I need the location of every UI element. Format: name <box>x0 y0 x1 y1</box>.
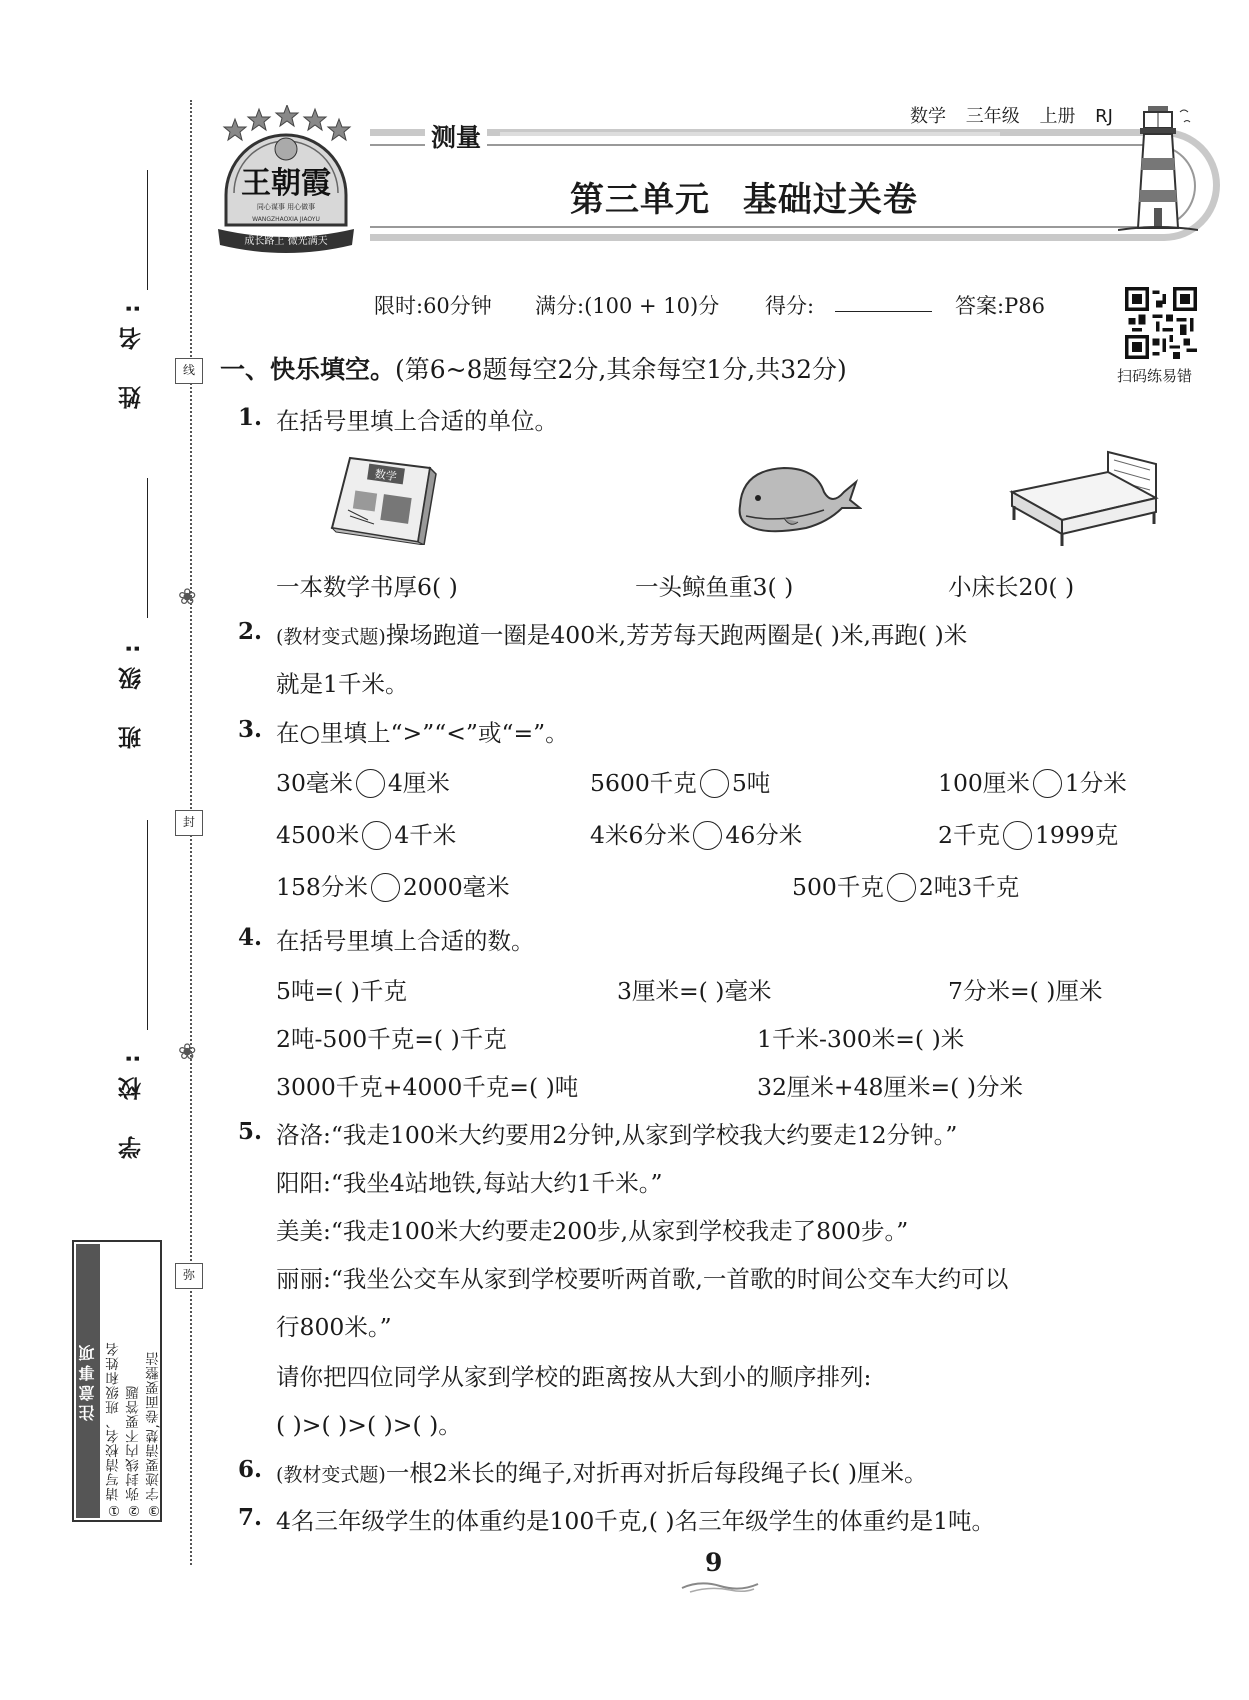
question-line: 丽丽:“我坐公交车从家到学校要听两首歌,一首歌的时间公交车大约可以 <box>276 1265 1009 1293</box>
compare-right: 4厘米 <box>387 769 450 797</box>
compare-right: 5吨 <box>731 769 771 797</box>
question-tag: (教材变式题) <box>276 1464 386 1486</box>
question-tag: (教材变式题) <box>276 626 386 648</box>
compare-item <box>276 816 456 850</box>
compare-circle[interactable] <box>693 821 722 850</box>
subject-info: 数学 三年级 上册 RJ <box>910 106 1113 127</box>
time-limit: 限时:60分钟 <box>374 294 492 318</box>
compare-left: 5600千克 <box>590 769 697 797</box>
class-label: 班 级: <box>119 630 145 750</box>
wave-ornament-icon <box>680 1578 760 1594</box>
compare-circle[interactable] <box>887 873 916 902</box>
book-cover-label: 数学 <box>373 467 398 484</box>
school-blank[interactable] <box>147 820 148 1030</box>
question-text: 在○里填上“>”“<”或“=”。 <box>276 719 569 747</box>
class-blank[interactable] <box>147 478 148 618</box>
question-line: 行800米。” <box>276 1313 392 1341</box>
compare-item <box>938 764 1127 798</box>
section-title: 一、快乐填空。 <box>220 355 396 384</box>
compare-circle[interactable] <box>362 821 391 850</box>
question-number: 5. <box>238 1118 263 1145</box>
qr-caption: 扫码练易错 <box>1117 367 1193 385</box>
compare-right: 2吨3千克 <box>918 873 1020 901</box>
fill-item[interactable]: 3厘米=( )毫米 <box>617 977 772 1005</box>
question-text: 在括号里填上合适的数。 <box>276 927 535 955</box>
compare-left: 2千克 <box>938 821 1000 849</box>
question-line: 美美:“我走100米大约要走200步,从家到学校我走了800步。” <box>276 1217 909 1245</box>
logo-name: 王朝霞 <box>241 166 331 201</box>
fill-item[interactable]: 3000千克+4000千克=( )吨 <box>276 1073 579 1101</box>
fill-item[interactable]: 7分米=( )厘米 <box>948 977 1103 1005</box>
topic-label: 测量 <box>425 118 487 154</box>
compare-right: 1分米 <box>1064 769 1127 797</box>
compare-left: 4500米 <box>276 821 360 849</box>
compare-item <box>276 868 510 902</box>
compare-circle[interactable] <box>371 873 400 902</box>
question-line: 阳阳:“我坐4站地铁,每站大约1千米。” <box>276 1169 663 1197</box>
school-label: 学 校: <box>119 1040 145 1160</box>
question-text <box>276 616 967 650</box>
compare-item <box>938 816 1118 850</box>
logo-lettering: WANGZHAOXIA JIAOYU <box>252 216 320 223</box>
brand-logo <box>212 105 360 255</box>
question-line[interactable]: 一根2米长的绳子,对折再对折后每段绳子长( )厘米。 <box>385 1459 928 1487</box>
notice-title: 注意事项 <box>76 1244 100 1518</box>
question-number: 6. <box>238 1456 263 1483</box>
lighthouse-icon <box>1118 98 1198 238</box>
page-title: 第三单元 基础过关卷 <box>570 180 918 220</box>
compare-left: 30毫米 <box>276 769 353 797</box>
compare-left: 500千克 <box>792 873 884 901</box>
compare-item <box>590 764 770 798</box>
compare-right: 4千米 <box>394 821 457 849</box>
bed-image <box>1008 448 1160 548</box>
fill-item[interactable]: 32厘米+48厘米=( )分米 <box>757 1073 1023 1101</box>
question-line: 就是1千米。 <box>276 670 409 698</box>
section-heading <box>220 350 847 386</box>
fill-item[interactable]: 5吨=( )千克 <box>276 977 407 1005</box>
swirl-icon: ❀ <box>178 1040 197 1065</box>
question-text[interactable]: 4名三年级学生的体重约是100千克,( )名三年级学生的体重约是1吨。 <box>276 1507 996 1535</box>
notice-item: ②弥封线内不要答题 <box>126 1385 142 1518</box>
compare-item <box>590 816 802 850</box>
question-line: 请你把四位同学从家到学校的距离按从大到小的顺序排列: <box>276 1363 872 1391</box>
fill-item[interactable]: 一头鲸鱼重3( ) <box>635 573 794 601</box>
score-blank[interactable] <box>835 311 932 312</box>
compare-left: 100厘米 <box>938 769 1030 797</box>
question-number: 3. <box>238 716 263 743</box>
question-text: 在括号里填上合适的单位。 <box>276 407 558 435</box>
notice-item: ①请写清校名、班级和姓名 <box>106 1341 122 1518</box>
question-number: 1. <box>238 404 263 431</box>
notice-item: ③字迹要清楚,卷面要整洁 <box>146 1350 162 1518</box>
logo-slogan: 成长路上 微光满天 <box>244 236 328 247</box>
math-book-image <box>330 450 442 545</box>
compare-item <box>792 868 1019 902</box>
compare-circle[interactable] <box>700 769 729 798</box>
compare-circle[interactable] <box>1003 821 1032 850</box>
fill-item[interactable]: 1千米-300米=( )米 <box>757 1025 965 1053</box>
name-blank[interactable] <box>147 170 148 290</box>
compare-item <box>276 764 450 798</box>
score-label: 得分: <box>765 294 815 318</box>
fill-item[interactable]: 小床长20( ) <box>948 573 1075 601</box>
compare-right: 46分米 <box>725 821 803 849</box>
topic-bar <box>500 132 1000 136</box>
question-text <box>276 1454 928 1488</box>
question-line[interactable]: 操场跑道一圈是400米,芳芳每天跑两圈是( )米,再跑( )米 <box>385 621 968 649</box>
seal-tick-seal: 封 <box>175 810 203 836</box>
page-number: 9 <box>705 1548 723 1577</box>
seal-tick-close: 弥 <box>175 1263 203 1289</box>
order-answer[interactable]: ( )>( )>( )>( )。 <box>276 1411 462 1439</box>
logo-tagline: 同心谋事 用心做事 <box>256 203 316 211</box>
compare-circle[interactable] <box>356 769 385 798</box>
question-number: 4. <box>238 924 263 951</box>
compare-left: 158分米 <box>276 873 368 901</box>
notice-box <box>72 1240 162 1522</box>
question-number: 2. <box>238 618 263 645</box>
compare-right: 1999克 <box>1034 821 1119 849</box>
compare-circle[interactable] <box>1033 769 1062 798</box>
compare-left: 4米6分米 <box>590 821 691 849</box>
swirl-icon: ❀ <box>178 585 197 610</box>
fill-item[interactable]: 2吨-500千克=( )千克 <box>276 1025 507 1053</box>
full-score: 满分:(100 + 10)分 <box>535 294 720 318</box>
name-label: 姓 名: <box>119 290 145 410</box>
answer-ref: 答案:P86 <box>955 294 1045 318</box>
question-line: 洛洛:“我走100米大约要用2分钟,从家到学校我大约要走12分钟。” <box>276 1121 958 1149</box>
section-note: (第6~8题每空2分,其余每空1分,共32分) <box>395 355 847 384</box>
question-number: 7. <box>238 1504 263 1531</box>
fill-item[interactable]: 一本数学书厚6( ) <box>276 573 458 601</box>
qr-code-icon[interactable] <box>1125 287 1197 359</box>
seal-tick-line: 线 <box>175 358 203 384</box>
compare-right: 2000毫米 <box>402 873 510 901</box>
whale-image <box>732 462 862 540</box>
